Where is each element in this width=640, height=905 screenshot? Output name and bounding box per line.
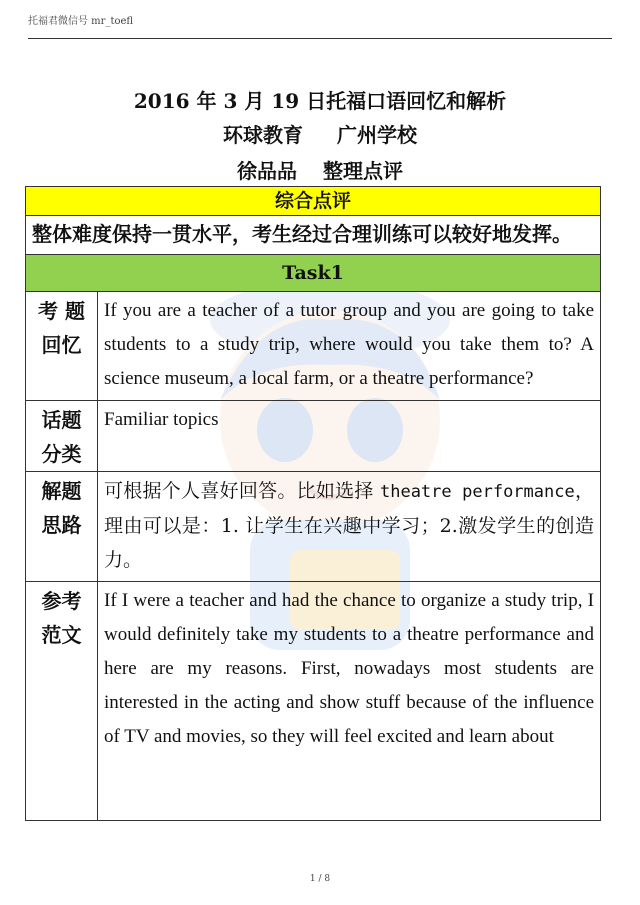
row-label-question: 考 题 回忆 [26,292,98,401]
summary-text: 整体难度保持一贯水平，考生经过合理训练可以较好地发挥。 [26,216,601,255]
analysis-table [25,186,601,821]
sample-answer [98,582,601,821]
header-note: 托福君微信号 mr_toefl [28,16,134,27]
table-row [26,292,601,401]
approach-text-c: ，理由可以是：1. 让学生在兴趣中学习；2.激发学生的创造力。 [104,480,594,571]
summary-header: 综合点评 [26,187,601,216]
row-label-topic: 话题 分类 [26,401,98,472]
document-subtitle-school [0,120,640,156]
sample-answer-text: If I were a teacher and had the chance to organize a study trip, I would definitely take my students to a theatre performance and here are my reasons. First, nowadays most students are interested in the acting and show stuff because of the influence of TV and movies, so they will feel excited and learn about [104,590,594,747]
solution-approach [98,472,601,582]
subtitle-campus: 广州学校 [337,123,417,147]
header-divider [28,38,612,39]
table-row [26,582,601,821]
page-number: 1 / 8 [309,874,331,884]
document-title-block [0,86,640,186]
table-row [26,472,601,582]
author-name: 徐品品 [237,159,297,183]
document-subtitle-author [0,156,640,186]
approach-text-a: 可根据个人喜好回答。比如选择 [104,480,380,502]
row-label-sample: 参考 范文 [26,582,98,821]
topic-category: Familiar topics [98,401,601,472]
row-label-approach: 解题 思路 [26,472,98,582]
approach-text-b: theatre performance [379,482,575,502]
document-title: 2016 年 3 月 19 日托福口语回忆和解析 [133,89,507,113]
subtitle-org: 环球教育 [223,123,303,147]
task-header: Task1 [26,255,601,292]
question-recall: If you are a teacher of a tutor group and you are going to take students to a study trip, where would you take them to? A science museum, a local farm, or a theatre performance? [98,292,601,401]
author-role: 整理点评 [323,159,403,183]
table-row [26,401,601,472]
